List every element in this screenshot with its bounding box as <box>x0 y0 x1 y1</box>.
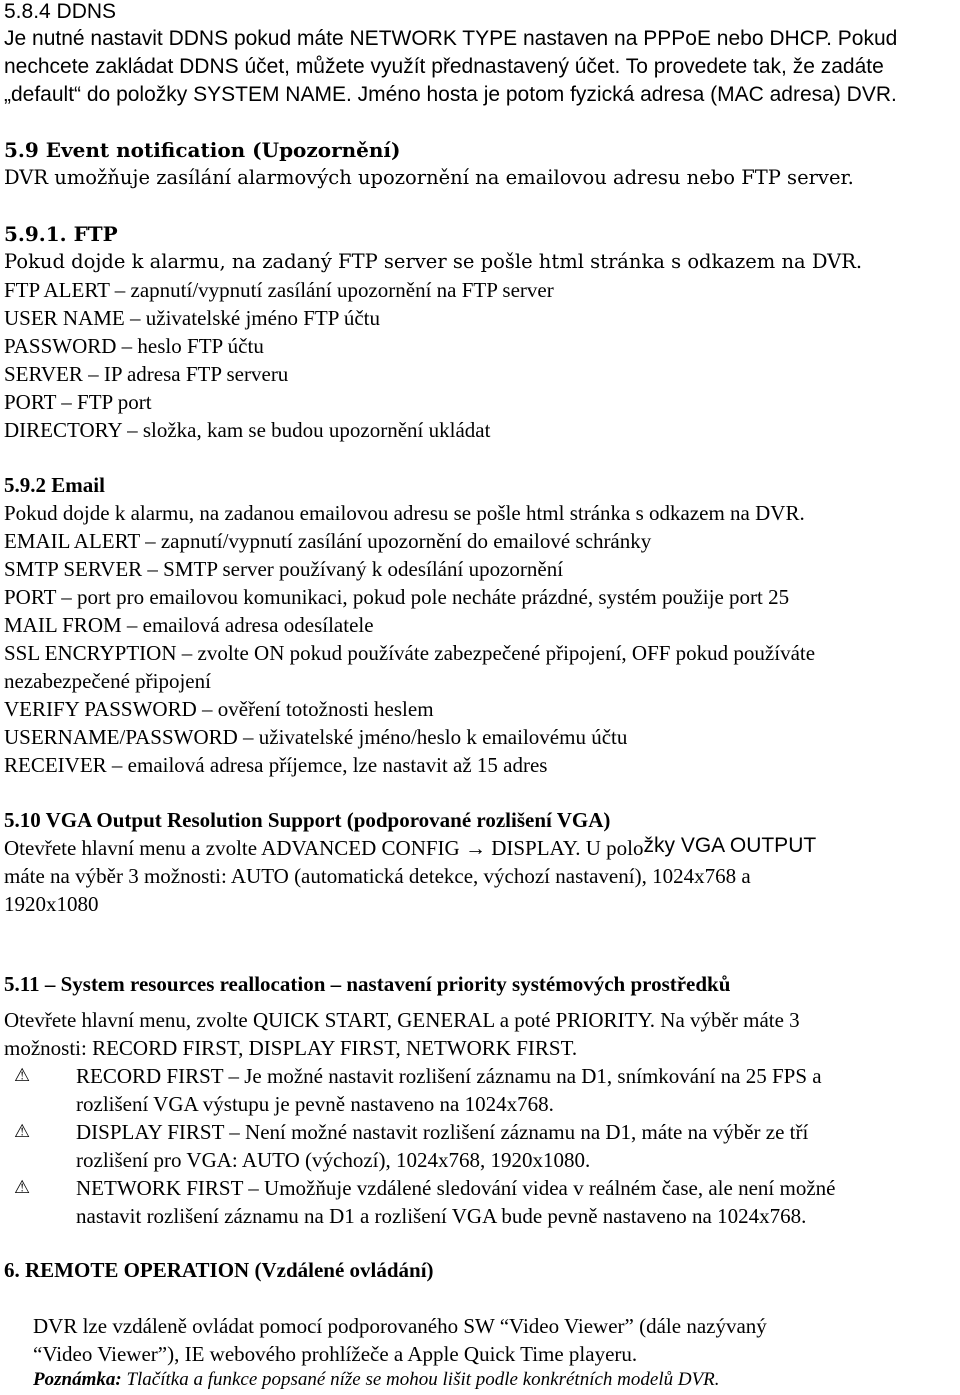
paragraph-line: Pokud dojde k alarmu, na zadaný FTP server se pošle html stránka s odkazem na DVR. <box>4 250 863 273</box>
section-heading-email: 5.9.2 Email <box>4 473 105 497</box>
list-item: rozlišení VGA výstupu je pevně nastaveno na 1024x768. <box>76 1092 554 1116</box>
list-item: SMTP SERVER – SMTP server používaný k odesílání upozornění <box>4 557 564 581</box>
paragraph-line: možnosti: RECORD FIRST, DISPLAY FIRST, NETWORK FIRST. <box>4 1036 578 1060</box>
section-heading-ftp: 5.9.1. FTP <box>4 222 118 246</box>
note-label: Poznámka: <box>33 1369 122 1390</box>
text-run: Otevřete hlavní menu a zvolte ADVANCED CONFIG → DISPLAY. U polo <box>4 836 644 860</box>
list-item: RECEIVER – emailová adresa příjemce, lze nastavit až 15 adres <box>4 753 548 777</box>
section-heading-ddns: 5.8.4 DDNS <box>4 0 117 23</box>
caution-sign-icon: ⚠︎ <box>14 1177 31 1198</box>
note-text: Tlačítka a funkce popsané níže se mohou lišit podle konkrétních modelů DVR. <box>121 1369 720 1390</box>
section-heading-event: 5.9 Event notification (Upozornění) <box>4 138 401 162</box>
paragraph-line: „default“ do položky SYSTEM NAME. Jméno hosta je potom fyzická adresa (MAC adresa) DVR. <box>4 83 897 106</box>
paragraph-line: “Video Viewer”), IE webového prohlížeče a Apple Quick Time playeru. <box>33 1342 638 1366</box>
list-item: PASSWORD – heslo FTP účtu <box>4 334 264 358</box>
list-item: MAIL FROM – emailová adresa odesílatele <box>4 613 374 637</box>
list-item: DISPLAY FIRST – Není možné nastavit rozlišení záznamu na D1, máte na výběr ze tří <box>76 1120 809 1144</box>
list-item: SERVER – IP adresa FTP serveru <box>4 362 289 386</box>
list-item: NETWORK FIRST – Umožňuje vzdálené sledování videa v reálném čase, ale není možné <box>76 1176 836 1200</box>
paragraph-line: Pokud dojde k alarmu, na zadanou emailovou adresu se pošle html stránka s odkazem na DVR. <box>4 501 805 525</box>
list-item: VERIFY PASSWORD – ověření totožnosti heslem <box>4 697 434 721</box>
list-item: FTP ALERT – zapnutí/vypnutí zasílání upozornění na FTP server <box>4 278 554 302</box>
list-item: RECORD FIRST – Je možné nastavit rozlišení záznamu na D1, snímkování na 25 FPS a <box>76 1064 822 1088</box>
list-item: rozlišení pro VGA: AUTO (výchozí), 1024x768, 1920x1080. <box>76 1148 591 1172</box>
paragraph-line: máte na výběr 3 možnosti: AUTO (automatická detekce, výchozí nastavení), 1024x768 a <box>4 864 751 888</box>
section-heading-system-resources: 5.11 – System resources reallocation – nastavení priority systémových prostředků <box>4 972 731 996</box>
paragraph-line: DVR lze vzdáleně ovládat pomocí podporovaného SW “Video Viewer” (dále nazývaný <box>33 1314 767 1338</box>
note <box>33 1368 720 1392</box>
list-item: PORT – FTP port <box>4 390 152 414</box>
section-heading-remote: 6. REMOTE OPERATION (Vzdálené ovládání) <box>4 1258 434 1282</box>
paragraph-line: 1920x1080 <box>4 892 99 916</box>
list-item: USER NAME – uživatelské jméno FTP účtu <box>4 306 381 330</box>
list-item: USERNAME/PASSWORD – uživatelské jméno/heslo k emailovému účtu <box>4 725 628 749</box>
paragraph-line <box>4 836 816 861</box>
paragraph-line: Otevřete hlavní menu, zvolte QUICK START, GENERAL a poté PRIORITY. Na výběr máte 3 <box>4 1008 800 1032</box>
list-item: SSL ENCRYPTION – zvolte ON pokud používáte zabezpečené připojení, OFF pokud používáte <box>4 641 816 665</box>
caution-sign-icon: ⚠︎ <box>14 1121 31 1142</box>
text-run: žky VGA OUTPUT <box>643 834 817 857</box>
list-item: PORT – port pro emailovou komunikaci, pokud pole necháte prázdné, systém použije port 25 <box>4 585 790 609</box>
paragraph-line: DVR umožňuje zasílání alarmových upozornění na emailovou adresu nebo FTP server. <box>4 166 854 189</box>
list-item: nastavit rozlišení záznamu na D1 a rozlišení VGA bude pevně nastaveno na 1024x768. <box>76 1204 807 1228</box>
caution-sign-icon: ⚠︎ <box>14 1065 31 1086</box>
paragraph-line: Je nutné nastavit DDNS pokud máte NETWORK TYPE nastaven na PPPoE nebo DHCP. Pokud <box>4 27 898 50</box>
list-item: EMAIL ALERT – zapnutí/vypnutí zasílání upozornění do emailové schránky <box>4 529 652 553</box>
list-item: nezabezpečené připojení <box>4 669 211 693</box>
list-item: DIRECTORY – složka, kam se budou upozornění ukládat <box>4 418 491 442</box>
section-heading-vga: 5.10 VGA Output Resolution Support (podporované rozlišení VGA) <box>4 808 611 832</box>
paragraph-line: nechcete zakládat DDNS účet, můžete využít přednastavený účet. To provedete tak, že zadáte <box>4 55 884 78</box>
